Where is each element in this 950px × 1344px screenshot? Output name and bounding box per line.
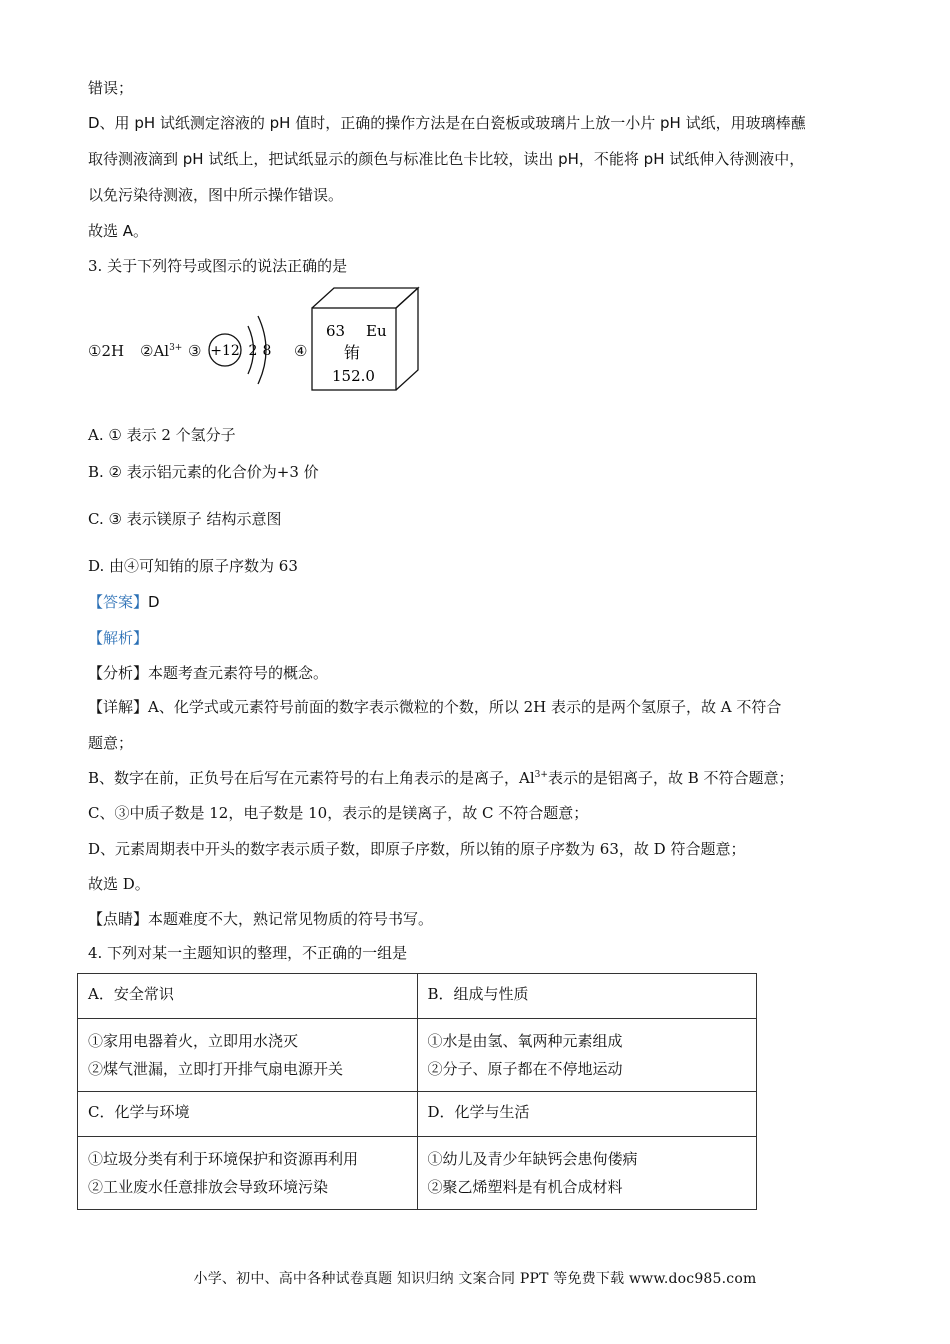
nucleus-charge: +12 [210, 343, 240, 359]
table-cell-a-body: ①家用电器着火，立即用水浇灭 ②煤气泄漏，立即打开排气扇电源开关 [78, 1019, 418, 1092]
table-row [78, 1137, 757, 1210]
text-line: 故选 A。 [88, 222, 149, 240]
text-line: 以免污染待测液，图中所示操作错误。 [88, 186, 344, 204]
symbol-4-label: ④ [294, 342, 308, 360]
question-4-stem: 4. 下列对某一主题知识的整理，不正确的一组是 [88, 944, 408, 962]
table-cell-b-body: ①水是由氢、氧两种元素组成 ②分子、原子都在不停地运动 [417, 1019, 757, 1092]
page-footer: 小学、初中、高中各种试卷真题 知识归纳 文案合同 PPT 等免费下载 www.doc985.com [193, 1271, 757, 1287]
option-b: B. ② 表示铝元素的化合价为+3 价 [88, 463, 319, 481]
card-top [312, 288, 418, 308]
symbol-1: ①2H [88, 342, 125, 360]
table-row [78, 1019, 757, 1092]
knowledge-table [77, 973, 757, 1210]
table-cell-d-head: D．化学与生活 [417, 1092, 757, 1137]
analysis-line: D、元素周期表中开头的数字表示质子数，即原子序数，所以铕的原子序数为 63，故 D 符合题意； [88, 840, 746, 858]
jiexi-label: 【解析】 [88, 629, 149, 647]
symbol-2: $②Al^{3+}$ [140, 342, 183, 360]
answer-line [88, 592, 160, 612]
text-line: 错误； [88, 79, 134, 97]
symbol-3-label: ③ [188, 342, 202, 360]
analysis-line: 【详解】A、化学式或元素符号前面的数字表示微粒的个数，所以 2H 表示的是两个氢原子，故 A 不符合 [88, 698, 782, 716]
table-cell-d-body: ①幼儿及青少年缺钙会患佝偻病 ②聚乙烯塑料是有机合成材料 [417, 1137, 757, 1210]
shell-1-electrons: 2 [248, 343, 258, 359]
card-side [396, 288, 418, 390]
analysis-fenxi: 【分析】本题考查元素符号的概念。 [88, 664, 329, 682]
table-cell-a-head: A．安全常识 [78, 974, 418, 1019]
atom-structure-diagram [204, 304, 279, 392]
element-name: 铕 [344, 343, 361, 362]
analysis-line: 故选 D。 [88, 875, 150, 893]
option-a: A. ① 表示 2 个氢分子 [88, 426, 236, 444]
text-line: 取待测液滴到 pH 试纸上，把试纸显示的颜色与标准比色卡比较，读出 pH，不能将 pH 试纸伸入待测液中， [88, 150, 805, 168]
analysis-line: 题意； [88, 734, 134, 752]
shell-2-electrons: 8 [262, 343, 272, 359]
table-row [78, 974, 757, 1019]
option-c: C. ③ 表示镁原子 结构示意图 [88, 510, 282, 528]
question-3-figure [88, 286, 448, 392]
text-line: D、用 pH 试纸测定溶液的 pH 值时，正确的操作方法是在白瓷板或玻璃片上放一小片 pH 试纸，用玻璃棒蘸 [88, 114, 806, 132]
analysis-dianjing: 【点睛】本题难度不大，熟记常见物质的符号书写。 [88, 910, 434, 928]
periodic-element-card [310, 286, 422, 392]
table-row [78, 1092, 757, 1137]
analysis-line: B、数字在前，正负号在后写在元素符号的右上角表示的是离子，$Al^{3+}$表示的是铝离子，故 B 不符合题意； [88, 769, 794, 787]
element-symbol: Eu [366, 322, 387, 340]
table-cell-c-body: ①垃圾分类有利于环境保护和资源再利用 ②工业废水任意排放会导致环境污染 [78, 1137, 418, 1210]
answer-label: 【答案】 [88, 593, 149, 611]
atomic-mass: 152.0 [332, 367, 375, 385]
question-3-stem: 3. 关于下列符号或图示的说法正确的是 [88, 257, 348, 275]
table-cell-c-head: C．化学与环境 [78, 1092, 418, 1137]
answer-value: D [148, 593, 160, 611]
analysis-line: C、③中质子数是 12，电子数是 10，表示的是镁离子，故 C 不符合题意； [88, 804, 589, 822]
table-cell-b-head: B．组成与性质 [417, 974, 757, 1019]
atomic-number: 63 [326, 322, 346, 340]
option-d: D. 由④可知铕的原子序数为 63 [88, 557, 298, 575]
